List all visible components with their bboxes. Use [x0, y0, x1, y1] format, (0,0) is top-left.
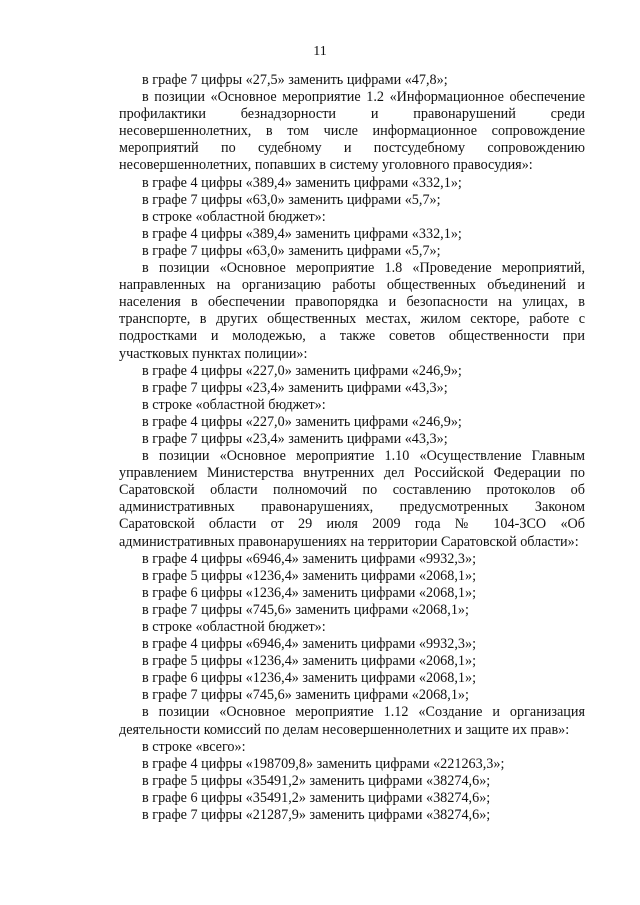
amendment-item-paragraph: в графе 6 цифры «1236,4» заменить цифрами «2068,1»; — [142, 670, 477, 687]
amendment-position-paragraph: в позиции «Основное мероприятие 1.12 «Создание и организация деятельности комиссий по делам несовершеннолетних и защите их прав»: — [119, 704, 585, 738]
amendment-item-paragraph: в графе 4 цифры «227,0» заменить цифрами «246,9»; — [142, 362, 462, 379]
amendment-item-paragraph: в графе 4 цифры «389,4» заменить цифрами «332,1»; — [142, 225, 462, 242]
amendment-item-paragraph: в графе 5 цифры «1236,4» заменить цифрами «2068,1»; — [142, 653, 477, 670]
amendment-item-paragraph: в строке «областной бюджет»: — [142, 396, 326, 413]
amendment-item-paragraph: в графе 4 цифры «227,0» заменить цифрами «246,9»; — [142, 413, 462, 430]
document-body — [119, 72, 585, 824]
amendment-item-paragraph: в графе 4 цифры «6946,4» заменить цифрами «9932,3»; — [142, 636, 477, 653]
page-number: 11 — [313, 44, 327, 59]
amendment-position-paragraph: в позиции «Основное мероприятие 1.10 «Осуществление Главным управлением Министерства внутренних дел Российской Федерации по Саратовской области полномочий по составлению протоколов об административных правонарушениях, предусмотренных Законом Саратовской области от 29 июля 2009 года № 104-ЗСО «Об административных правонарушениях на территории Саратовской области»: — [119, 448, 585, 550]
amendment-item-paragraph: в графе 7 цифры «27,5» заменить цифрами «47,8»; — [142, 72, 448, 88]
amendment-item-paragraph: в графе 4 цифры «198709,8» заменить цифрами «221263,3»; — [142, 755, 505, 772]
amendment-item-paragraph: в графе 7 цифры «63,0» заменить цифрами «5,7»; — [142, 191, 441, 208]
amendment-item-paragraph: в графе 6 цифры «35491,2» заменить цифрами «38274,6»; — [142, 789, 491, 806]
amendment-item-paragraph: в строке «всего»: — [142, 738, 246, 755]
amendment-item-paragraph: в графе 4 цифры «6946,4» заменить цифрами «9932,3»; — [142, 550, 477, 567]
amendment-item-paragraph: в графе 5 цифры «35491,2» заменить цифрами «38274,6»; — [142, 772, 491, 789]
amendment-item-paragraph: в графе 6 цифры «1236,4» заменить цифрами «2068,1»; — [142, 584, 477, 601]
amendment-item-paragraph: в графе 7 цифры «745,6» заменить цифрами «2068,1»; — [142, 687, 469, 704]
amendment-item-paragraph: в графе 7 цифры «21287,9» заменить цифрами «38274,6»; — [142, 807, 491, 824]
amendment-item-paragraph: в графе 7 цифры «745,6» заменить цифрами «2068,1»; — [142, 601, 469, 618]
amendment-position-paragraph: в позиции «Основное мероприятие 1.2 «Информационное обеспечение профилактики безнадзорности и правонарушений среди несовершеннолетних, в том числе информационное сопровождение мероприятий по судебному и постсудебному сопровождению несовершеннолетних, попавших в систему уголовного правосудия»: — [119, 89, 585, 174]
amendment-item-paragraph: в графе 7 цифры «63,0» заменить цифрами «5,7»; — [142, 242, 441, 259]
amendment-item-paragraph: в графе 7 цифры «23,4» заменить цифрами «43,3»; — [142, 379, 448, 396]
amendment-item-paragraph: в графе 5 цифры «1236,4» заменить цифрами «2068,1»; — [142, 567, 477, 584]
amendment-item-paragraph: в строке «областной бюджет»: — [142, 619, 326, 635]
amendment-item-paragraph: в графе 4 цифры «389,4» заменить цифрами «332,1»; — [142, 174, 462, 191]
amendment-item-paragraph: в графе 7 цифры «23,4» заменить цифрами «43,3»; — [142, 430, 448, 447]
amendment-item-paragraph: в строке «областной бюджет»: — [142, 208, 326, 225]
amendment-position-paragraph: в позиции «Основное мероприятие 1.8 «Проведение мероприятий, направленных на организацию работы общественных объединений и населения в обеспечении правопорядка и безопасности на улицах, в транспорте, в других общественных местах, жилом секторе, работе с подростками и молодежью, а также советов общественности при участковых пунктах полиции»: — [119, 260, 585, 362]
